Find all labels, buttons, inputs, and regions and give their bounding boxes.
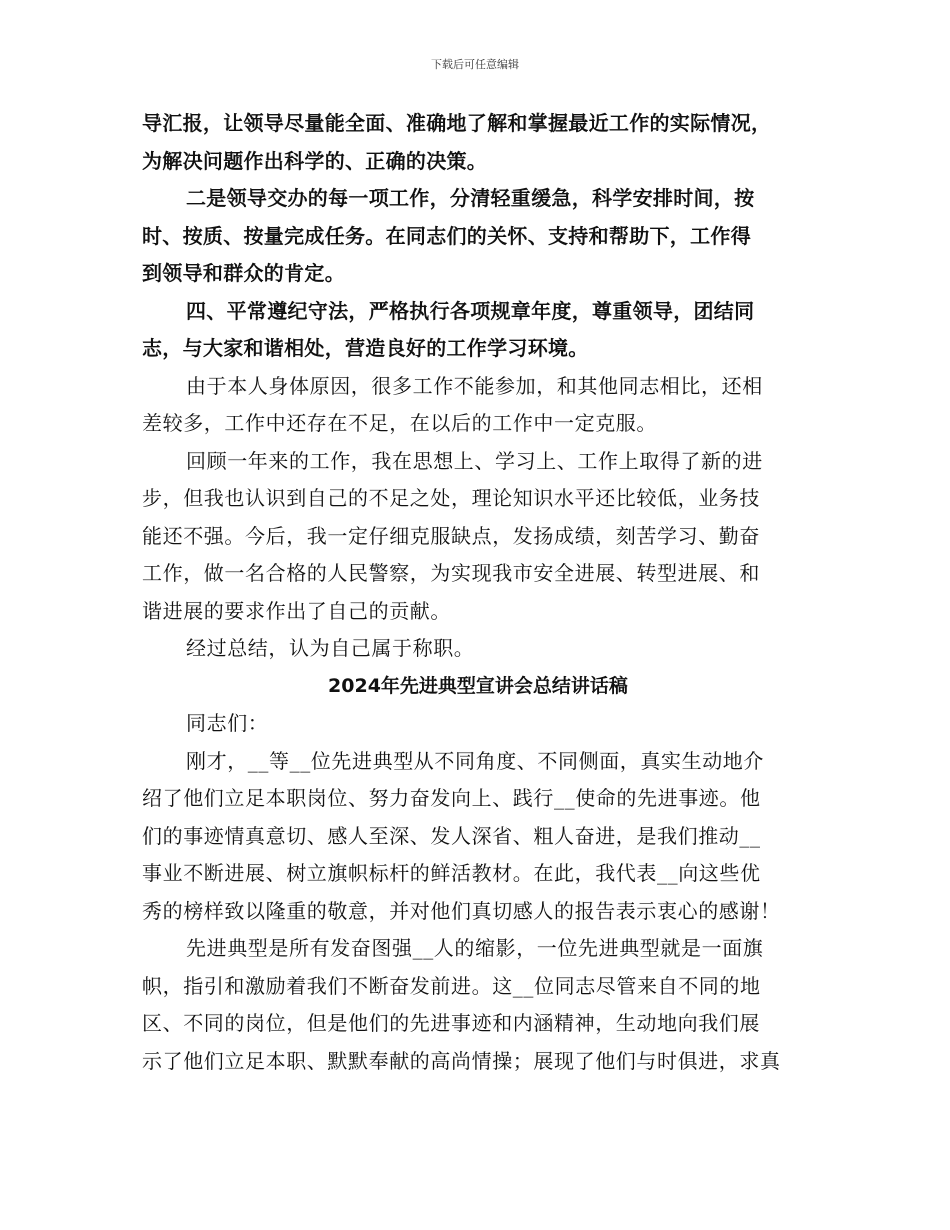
text-line: 经过总结，认为自己属于称职。 bbox=[186, 636, 475, 660]
text-line: 工作，做一名合格的人民警察，为实现我市安全进展、转型进展、和 bbox=[142, 561, 760, 585]
text-line: 志，与大家和谐相处，营造良好的工作学习环境。 bbox=[142, 336, 589, 360]
text-line: 秀的榜样致以隆重的敬意，并对他们真切感人的报告表示衷心的感谢！ bbox=[142, 898, 781, 923]
text-line: 先进典型是所有发奋图强__人的缩影，一位先进典型就是一面旗 bbox=[186, 936, 764, 960]
text-line: 帜，指引和激励着我们不断奋发前进。这__位同志尽管来自不同的地 bbox=[142, 973, 761, 998]
text-line: 同志们： bbox=[186, 711, 269, 735]
text-line: 到领导和群众的肯定。 bbox=[142, 261, 345, 285]
text-line: 示了他们立足本职、默默奉献的高尚情操；展现了他们与时俱进，求真 bbox=[142, 1048, 781, 1073]
text-line: 回顾一年来的工作，我在思想上、学习上、工作上取得了新的进 bbox=[186, 448, 763, 473]
text-line: 差较多，工作中还存在不足，在以后的工作中一定克服。 bbox=[142, 411, 657, 435]
text-line: 能还不强。今后，我一定仔细克服缺点，发扬成绩，刻苦学习、勤奋 bbox=[142, 523, 760, 548]
text-line: 区、不同的岗位，但是他们的先进事迹和内涵精神，生动地向我们展 bbox=[142, 1011, 760, 1035]
text-line: 由于本人身体原因，很多工作不能参加，和其他同志相比，还相 bbox=[186, 373, 763, 398]
text-line: 二是领导交办的每一项工作，分清轻重缓急，科学安排时间，按 bbox=[186, 186, 755, 210]
text-line: 绍了他们立足本职岗位、努力奋发向上、践行__使命的先进事迹。他 bbox=[142, 786, 761, 810]
text-line: 步，但我也认识到自己的不足之处，理论知识水平还比较低，业务技 bbox=[142, 486, 760, 510]
text-line: 时、按质、按量完成任务。在同志们的关怀、支持和帮助下，工作得 bbox=[142, 223, 751, 248]
document-body bbox=[142, 105, 814, 1080]
text-line: 事业不断进展、树立旗帜标杆的鲜活教材。在此，我代表__向这些优 bbox=[142, 861, 761, 885]
text-line: 为解决问题作出科学的、正确的决策。 bbox=[142, 148, 488, 173]
text-line: 刚才，__等__位先进典型从不同角度、不同侧面，真实生动地介 bbox=[186, 748, 764, 773]
text-line: 四、平常遵纪守法，严格执行各项规章年度，尊重领导，团结同 bbox=[186, 298, 755, 323]
text-line: 们的事迹情真意切、感人至深、发人深省、粗人奋进，是我们推动__ bbox=[142, 823, 761, 848]
text-line: 谐进展的要求作出了自己的贡献。 bbox=[142, 598, 451, 623]
page-header: 下载后可任意编辑 bbox=[431, 58, 519, 71]
text-line: 导汇报，让领导尽量能全面、准确地了解和掌握最近工作的实际情况， bbox=[142, 111, 772, 135]
section-title: 2024年先进典型宣讲会总结讲话稿 bbox=[328, 674, 628, 697]
